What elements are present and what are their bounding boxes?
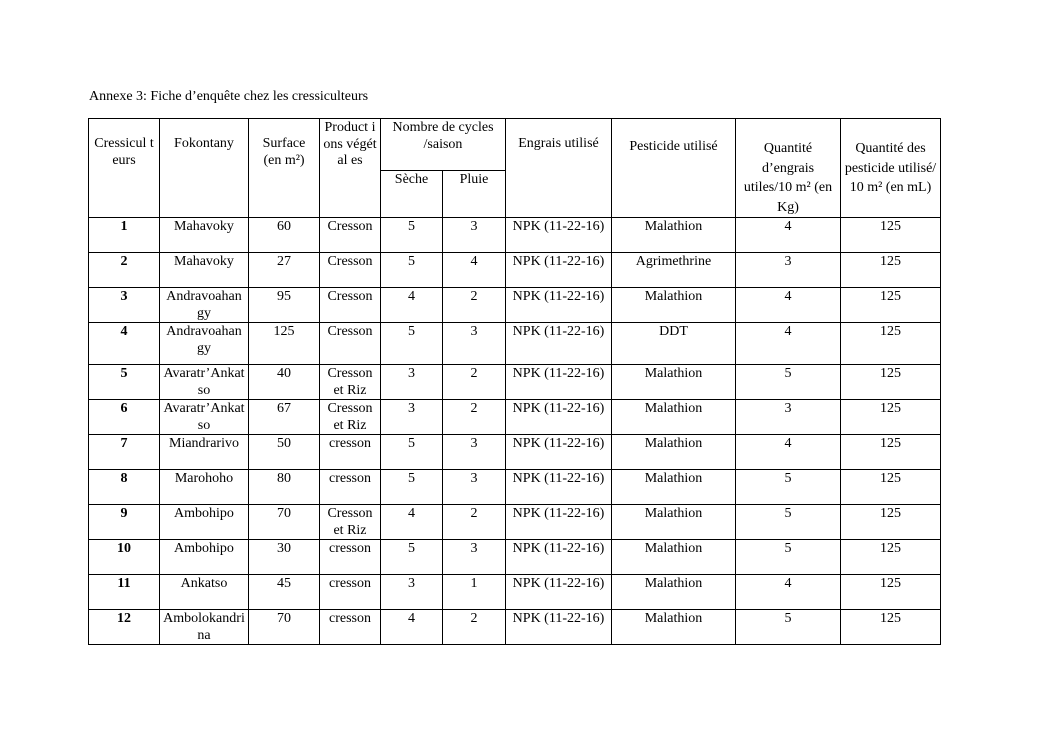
table-row — [89, 218, 941, 253]
cell-cycles-pluie: 3 — [443, 470, 506, 505]
cell-quantite-pesticide: 125 — [841, 400, 941, 435]
cell-pesticide: Malathion — [612, 470, 736, 505]
cell-engrais: NPK (11-22-16) — [506, 365, 612, 400]
cell-production: cresson — [320, 435, 381, 470]
cell-cressiculteur-number: 3 — [89, 288, 160, 323]
cell-production: cresson — [320, 610, 381, 645]
table-row — [89, 575, 941, 610]
cell-quantite-pesticide: 125 — [841, 610, 941, 645]
cell-fokontany: Avaratr’Ankatso — [160, 365, 249, 400]
cell-production: cresson — [320, 540, 381, 575]
cell-pesticide: Malathion — [612, 400, 736, 435]
table-row — [89, 505, 941, 540]
cell-engrais: NPK (11-22-16) — [506, 610, 612, 645]
cell-surface: 67 — [249, 400, 320, 435]
cell-quantite-engrais: 5 — [736, 610, 841, 645]
cell-fokontany: Ambohipo — [160, 505, 249, 540]
cell-cycles-pluie: 2 — [443, 288, 506, 323]
cell-production: Cresson — [320, 218, 381, 253]
table-row — [89, 323, 941, 365]
cell-quantite-engrais: 5 — [736, 470, 841, 505]
cell-quantite-engrais: 3 — [736, 253, 841, 288]
cell-engrais: NPK (11-22-16) — [506, 400, 612, 435]
header-engrais: Engrais utilisé — [506, 119, 612, 218]
cell-engrais: NPK (11-22-16) — [506, 253, 612, 288]
cell-fokontany: Ambohipo — [160, 540, 249, 575]
cell-fokontany: Ambolokandrina — [160, 610, 249, 645]
cell-pesticide: Malathion — [612, 575, 736, 610]
cell-quantite-pesticide: 125 — [841, 540, 941, 575]
cell-cressiculteur-number: 7 — [89, 435, 160, 470]
cell-quantite-pesticide: 125 — [841, 365, 941, 400]
header-cycles: Nombre de cycles /saison — [381, 119, 506, 171]
cell-cycles-seche: 4 — [381, 288, 443, 323]
cell-pesticide: Malathion — [612, 218, 736, 253]
cell-surface: 60 — [249, 218, 320, 253]
cell-production: Cresson — [320, 323, 381, 365]
cell-cycles-pluie: 2 — [443, 505, 506, 540]
cell-cycles-pluie: 2 — [443, 610, 506, 645]
cell-fokontany: Mahavoky — [160, 253, 249, 288]
cell-cressiculteur-number: 5 — [89, 365, 160, 400]
cell-fokontany: Marohoho — [160, 470, 249, 505]
cell-surface: 50 — [249, 435, 320, 470]
cell-cycles-pluie: 4 — [443, 253, 506, 288]
header-quantite-pesticide: Quantité des pesticide utilisé/ 10 m² (en mL) — [841, 119, 941, 218]
cell-cycles-seche: 3 — [381, 400, 443, 435]
cell-cressiculteur-number: 2 — [89, 253, 160, 288]
cell-quantite-pesticide: 125 — [841, 575, 941, 610]
cell-cycles-pluie: 2 — [443, 365, 506, 400]
cell-fokontany: Mahavoky — [160, 218, 249, 253]
cell-cycles-seche: 5 — [381, 253, 443, 288]
header-cressiculteurs: Cressicul teurs — [89, 119, 160, 218]
cell-fokontany: Miandrarivo — [160, 435, 249, 470]
cell-cressiculteur-number: 8 — [89, 470, 160, 505]
table-row — [89, 253, 941, 288]
cell-cycles-pluie: 1 — [443, 575, 506, 610]
cell-engrais: NPK (11-22-16) — [506, 505, 612, 540]
cell-cressiculteur-number: 12 — [89, 610, 160, 645]
cell-fokontany: Andravoahangy — [160, 323, 249, 365]
cell-engrais: NPK (11-22-16) — [506, 288, 612, 323]
cell-cycles-pluie: 3 — [443, 218, 506, 253]
cell-cycles-seche: 5 — [381, 540, 443, 575]
cell-production: Cresson — [320, 288, 381, 323]
cell-cycles-seche: 5 — [381, 435, 443, 470]
cell-cressiculteur-number: 10 — [89, 540, 160, 575]
cell-surface: 27 — [249, 253, 320, 288]
cell-engrais: NPK (11-22-16) — [506, 540, 612, 575]
header-seche: Sèche — [381, 171, 443, 218]
cell-production: Cresson et Riz — [320, 400, 381, 435]
cell-quantite-engrais: 5 — [736, 505, 841, 540]
cell-quantite-pesticide: 125 — [841, 253, 941, 288]
table-row — [89, 365, 941, 400]
header-productions: Product ions végétal es — [320, 119, 381, 218]
cell-cycles-pluie: 2 — [443, 400, 506, 435]
cell-production: cresson — [320, 575, 381, 610]
header-pluie: Pluie — [443, 171, 506, 218]
cell-quantite-engrais: 4 — [736, 323, 841, 365]
cell-production: cresson — [320, 470, 381, 505]
cell-cycles-seche: 5 — [381, 323, 443, 365]
cell-cycles-pluie: 3 — [443, 540, 506, 575]
cell-fokontany: Andravoahangy — [160, 288, 249, 323]
cell-cressiculteur-number: 9 — [89, 505, 160, 540]
cell-cycles-seche: 4 — [381, 505, 443, 540]
header-surface: Surface (en m²) — [249, 119, 320, 218]
cell-cycles-seche: 5 — [381, 218, 443, 253]
cell-surface: 95 — [249, 288, 320, 323]
cell-surface: 125 — [249, 323, 320, 365]
cell-cycles-seche: 4 — [381, 610, 443, 645]
cell-cycles-pluie: 3 — [443, 435, 506, 470]
cell-cressiculteur-number: 6 — [89, 400, 160, 435]
cell-cressiculteur-number: 4 — [89, 323, 160, 365]
cell-quantite-engrais: 3 — [736, 400, 841, 435]
table-row — [89, 400, 941, 435]
cell-production: Cresson et Riz — [320, 505, 381, 540]
cell-pesticide: Malathion — [612, 540, 736, 575]
cell-fokontany: Ankatso — [160, 575, 249, 610]
survey-table — [88, 118, 941, 645]
cell-quantite-engrais: 4 — [736, 288, 841, 323]
cell-surface: 70 — [249, 505, 320, 540]
table-header — [89, 119, 941, 218]
cell-pesticide: Malathion — [612, 365, 736, 400]
cell-surface: 30 — [249, 540, 320, 575]
table-row — [89, 610, 941, 645]
cell-quantite-pesticide: 125 — [841, 435, 941, 470]
table-row — [89, 435, 941, 470]
cell-production: Cresson — [320, 253, 381, 288]
cell-cycles-seche: 3 — [381, 365, 443, 400]
cell-quantite-pesticide: 125 — [841, 470, 941, 505]
cell-quantite-pesticide: 125 — [841, 505, 941, 540]
cell-pesticide: Agrimethrine — [612, 253, 736, 288]
header-pesticide: Pesticide utilisé — [612, 119, 736, 218]
cell-cycles-pluie: 3 — [443, 323, 506, 365]
cell-pesticide: Malathion — [612, 435, 736, 470]
cell-surface: 70 — [249, 610, 320, 645]
cell-pesticide: Malathion — [612, 505, 736, 540]
header-quantite-engrais: Quantité d’engrais utiles/10 m² (en Kg) — [736, 119, 841, 218]
cell-quantite-pesticide: 125 — [841, 288, 941, 323]
cell-engrais: NPK (11-22-16) — [506, 575, 612, 610]
cell-cressiculteur-number: 11 — [89, 575, 160, 610]
cell-engrais: NPK (11-22-16) — [506, 218, 612, 253]
cell-pesticide: Malathion — [612, 288, 736, 323]
cell-engrais: NPK (11-22-16) — [506, 435, 612, 470]
cell-quantite-engrais: 5 — [736, 365, 841, 400]
cell-quantite-pesticide: 125 — [841, 323, 941, 365]
cell-fokontany: Avaratr’Ankatso — [160, 400, 249, 435]
cell-pesticide: Malathion — [612, 610, 736, 645]
cell-cycles-seche: 3 — [381, 575, 443, 610]
cell-quantite-engrais: 4 — [736, 218, 841, 253]
cell-quantite-engrais: 4 — [736, 575, 841, 610]
cell-surface: 40 — [249, 365, 320, 400]
table-body — [89, 218, 941, 645]
table-row — [89, 288, 941, 323]
table-row — [89, 540, 941, 575]
page-caption: Annexe 3: Fiche d’enquête chez les cressiculteurs — [89, 89, 369, 104]
cell-engrais: NPK (11-22-16) — [506, 470, 612, 505]
cell-surface: 80 — [249, 470, 320, 505]
header-fokontany: Fokontany — [160, 119, 249, 218]
cell-production: Cresson et Riz — [320, 365, 381, 400]
cell-surface: 45 — [249, 575, 320, 610]
cell-quantite-engrais: 4 — [736, 435, 841, 470]
cell-pesticide: DDT — [612, 323, 736, 365]
cell-cycles-seche: 5 — [381, 470, 443, 505]
cell-quantite-pesticide: 125 — [841, 218, 941, 253]
table-row — [89, 470, 941, 505]
cell-quantite-engrais: 5 — [736, 540, 841, 575]
cell-engrais: NPK (11-22-16) — [506, 323, 612, 365]
cell-cressiculteur-number: 1 — [89, 218, 160, 253]
